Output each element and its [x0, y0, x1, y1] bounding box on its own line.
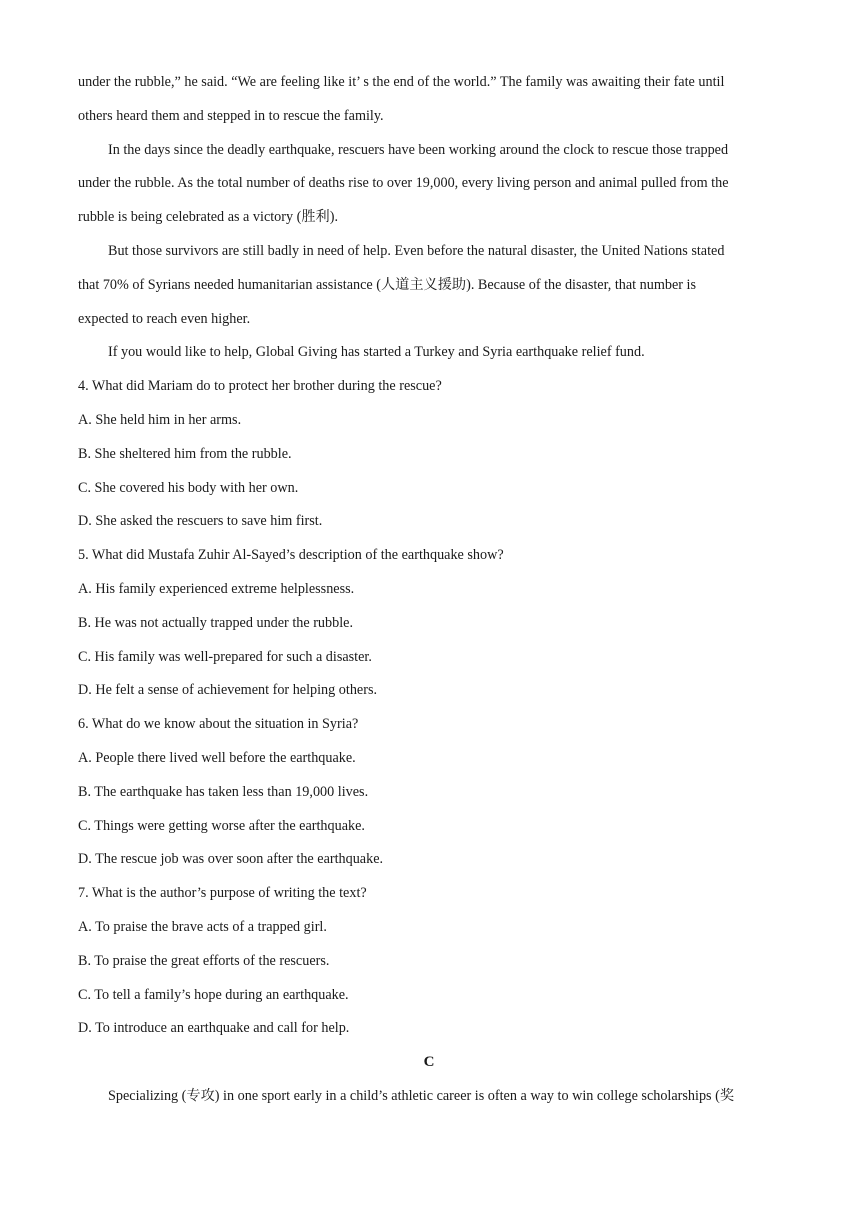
question-option: D. She asked the rescuers to save him first. [78, 513, 323, 530]
question-stem: 4. What did Mariam do to protect her brother during the rescue? [78, 378, 442, 395]
paragraph-line: In the days since the deadly earthquake, rescuers have been working around the clock to rescue those trapped [108, 141, 729, 158]
question-stem: 6. What do we know about the situation in Syria? [78, 716, 359, 733]
question-option: D. He felt a sense of achievement for helping others. [78, 682, 378, 699]
passage-line: under the rubble,” he said. “We are feeling like it’ s the end of the world.” The family was awaiting their fate until [78, 74, 725, 90]
paragraph-line: expected to reach even higher. [78, 310, 251, 327]
question-option: B. He was not actually trapped under the rubble. [78, 614, 353, 631]
document-page [78, 66, 780, 1114]
question-option: D. The rescue job was over soon after the earthquake. [78, 851, 384, 868]
question-option: C. Things were getting worse after the earthquake. [78, 817, 365, 834]
question-option: A. People there lived well before the earthquake. [78, 749, 356, 766]
question-option: C. She covered his body with her own. [78, 479, 299, 496]
paragraph-line: But those survivors are still badly in need of help. Even before the natural disaster, the United Nations stated [108, 242, 725, 259]
paragraph-line: rubble is being celebrated as a victory (胜利). [78, 209, 339, 226]
passage-line: others heard them and stepped in to rescue the family. [78, 107, 384, 124]
question-option: B. The earthquake has taken less than 19,000 lives. [78, 783, 369, 800]
question-option: C. To tell a family’s hope during an earthquake. [78, 986, 349, 1003]
question-option: A. To praise the brave acts of a trapped girl. [78, 918, 327, 935]
paragraph-line: Specializing (专攻) in one sport early in a child’s athletic career is often a way to win college scholarships (奖 [108, 1087, 735, 1104]
question-stem: 7. What is the author’s purpose of writing the text? [78, 885, 367, 902]
question-option: C. His family was well-prepared for such a disaster. [78, 648, 372, 665]
question-option: A. She held him in her arms. [78, 411, 242, 428]
question-option: D. To introduce an earthquake and call for help. [78, 1020, 350, 1037]
question-option: A. His family experienced extreme helplessness. [78, 580, 355, 597]
question-stem: 5. What did Mustafa Zuhir Al-Sayed’s description of the earthquake show? [78, 547, 504, 564]
question-option: B. She sheltered him from the rubble. [78, 445, 292, 462]
section-heading: C [423, 1054, 435, 1071]
question-option: B. To praise the great efforts of the rescuers. [78, 952, 330, 969]
paragraph-line: under the rubble. As the total number of deaths rise to over 19,000, every living person and animal pulled from the [78, 175, 729, 192]
paragraph-line: that 70% of Syrians needed humanitarian assistance (人道主义援助). Because of the disaster, that number is [78, 276, 697, 293]
paragraph-line: If you would like to help, Global Giving has started a Turkey and Syria earthquake relief fund. [108, 344, 645, 361]
